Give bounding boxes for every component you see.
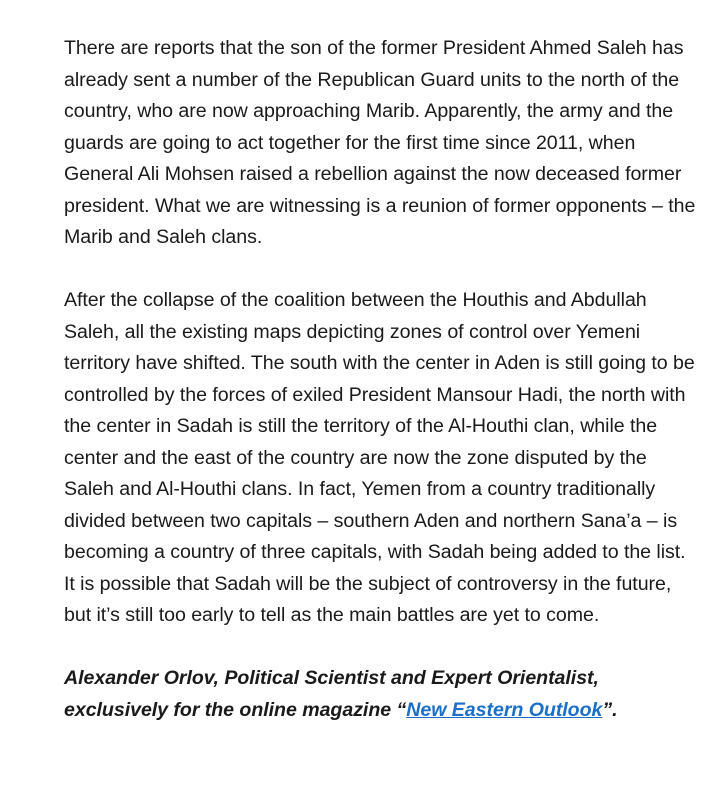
byline-text: Alexander Orlov, Political Scientist and Expert Orientalist, exclusively for the online magazine — [64, 667, 599, 721]
open-quote: “ — [396, 698, 407, 721]
author-byline — [64, 663, 696, 726]
article-body — [64, 33, 696, 726]
paragraph-2: After the collapse of the coalition between the Houthis and Abdullah Saleh, all the existing maps depicting zones of control over Yemeni territory have shifted. The south with the center in Aden is still going to be controlled by the forces of exiled President Mansour Hadi, the north with the center in Sadah is still the territory of the Al-Houthi clan, while the center and the east of the country are now the zone disputed by the Saleh and Al-Houthi clans. In fact, Yemen from a country traditionally divided between two capitals – southern Aden and northern Sana’a – is becoming a country of three capitals, with Sadah being added to the list. It is possible that Sadah will be the subject of controversy in the future, but it’s still too early to tell as the main battles are yet to come. — [64, 289, 695, 626]
close-quote: ”. — [602, 698, 618, 721]
paragraph-1: There are reports that the son of the former President Ahmed Saleh has already sent a number of the Republican Guard units to the north of the country, who are now approaching Marib. Apparently, the army and the guards are going to act together for the first time since 2011, when General Ali Mohsen raised a rebellion against the now deceased former president. What we are witnessing is a reunion of former opponents – the Marib and Saleh clans. — [64, 37, 696, 248]
publication-link[interactable]: New Eastern Outlook — [406, 698, 603, 721]
